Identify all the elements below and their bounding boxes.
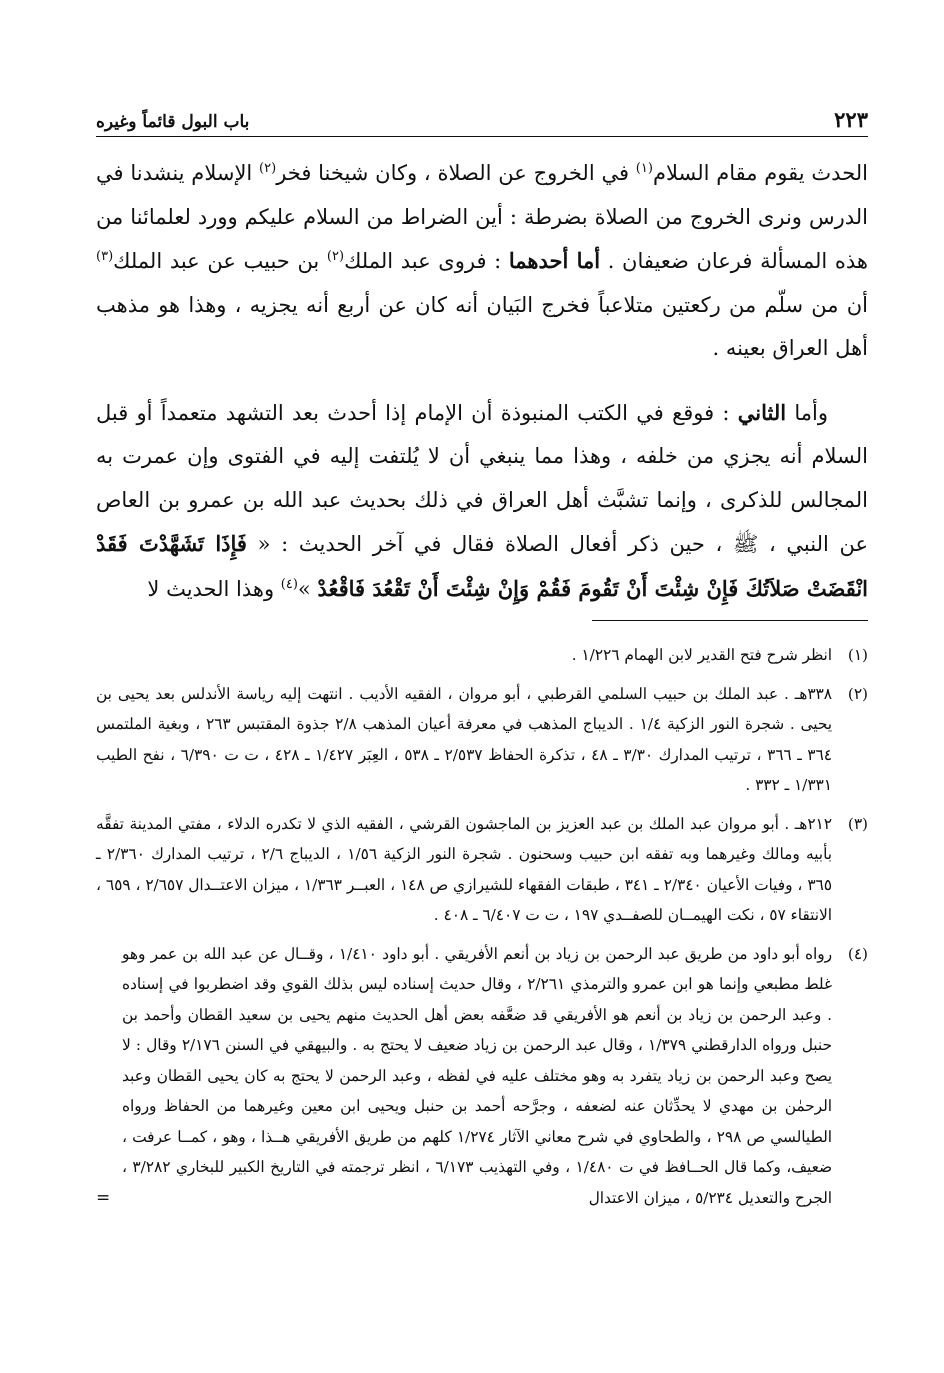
text-run: : فوقع في الكتب المنبوذة أن الإمام إذا أحدث بعد التشهد متعمداً أو قبل السلام أنه يجزي من خلفه ، وهذا مما ينبغي أن لا يُلتفت إليه في الفتوى وإن عمرت به المجالس للذكرى ، وإنما تشبَّث أهل العراق في ذلك بحديث عبد الله بن عمرو بن العاص عن النبي ، ﷺ ، حين ذكر أفعال الصلاة فقال في آخر الحديث : « [96,400,868,556]
text-run: الإسلام ينشدنا في الدرس ونرى الخروج من الصلاة بضرطة : أين الضراط من السلام عليكم وورد لعلمائنا من هذه المسألة فرعان ضعيفان . [96,161,868,273]
footnote [96,939,868,1214]
footnote-text: انظر شرح فتح القدير لابن الهمام ١/٢٢٦ . [571,646,832,664]
footnote-number: (٤) [847,944,868,963]
text-run: وأما [786,400,828,425]
footnote-ref[interactable]: (٢) [326,249,345,264]
footnote-text: ٢١٢هـ . أبو مروان عبد الملك بن عبد العزيز بن الماجشون القرشي ، الفقيه الذي لا تكدره الدلاء ، مفتي المدينة تفقَّه بأبيه ومالك وغيرهما وبه تفقه ابن حبيب وسحنون . شجرة النور الزكية ١/٥٦ ، الديباج ٢/٦ ، ترتيب المدارك ٢/٣٦٠ ـ ٣٦٥ ، وفيات الأعيان ٢/٣٤٠ ـ ٣٤١ ، طبقات الفقهاء للشيرازي ص ١٤٨ ، العبــر ١/٣٦٣ ، ميزان الاعتــدال ٢/٦٥٧ ، ٦٥٩ ، الانتقاء ٥٧ ، نكت الهيمــان للصفــدي ١٩٧ ، ت ت ٦/٤٠٧ ـ ٤٠٨ . [96,814,832,924]
footnote [96,679,868,801]
continuation-mark: = [96,1187,111,1208]
main-text [96,152,868,611]
page-header [96,100,868,137]
footnote [96,640,868,671]
footnote-ref[interactable]: (٤) [280,576,298,592]
footnote-ref[interactable]: (١) [635,161,653,176]
text-run: » [297,576,318,601]
footnote-number: (١) [847,646,868,664]
footnote-text: ٣٣٨هـ . عبد الملك بن حبيب السلمي القرطبي ، أبو مروان ، الفقيه الأديب . انتهت إليه رياسة الأندلس بعد يحيى بن يحيى . شجرة النور الزكية ١/٤ . الديباج المذهب في معرفة أعيان المذهب ٢/٨ جذوة المقتبس ٢٦٣ ، وبغية الملتمس ٣٦٤ ـ ٣٦٦ ، ترتيب المدارك ٣/٣٠ ـ ٤٨ ، تذكرة الحفاظ ٢/٥٣٧ ـ ٥٣٨ ، العِبَر ١/٤٢٧ ـ ٤٢٨ ، ت ت ٦/٣٩٠ ، نفح الطيب ١/٣٣١ ـ ٣٣٢ . [96,684,832,794]
text-run: بن حبيب عن عبد الملك [113,249,327,273]
text-run: الحدث يقوم مقام السلام [652,161,868,185]
text-run: : فروى عبد الملك [344,249,509,273]
footnote-ref[interactable]: (٢) [259,161,277,176]
text-run: وهذا الحديث لا [147,576,281,601]
footnote-separator [592,620,868,621]
footnote-text: رواه أبو داود من طريق عبد الرحمن بن زياد بن أنعم الأفريقي . أبو داود ١/٤١٠ ، وقــال عن عبد الله بن عمر وهو غلط مطبعي وإنما هو ابن عمرو والترمذي ٢/٢٦١ ، وقال حديث إسناده ليس بذلك القوي وقد اضطربوا في إسناده . وعبد الرحمن بن زياد بن أنعم هو الأفريقي قد ضعَّفه بعض أهل الحديث منهم يحيى بن سعيد القطان وأحمد بن حنبل ورواه الدارقطني ١/٣٧٩ ، وقال عبد الرحمن بن زياد ضعيف لا يحتج به . والبيهقي في السنن ٢/١٧٦ وقال : لا يصح وعبد الرحمن بن زياد يتفرد به وهو مختلف عليه في لفظه ، وعبد الرحمن لا يحتج به كان يحيى القطان وعبد الرحمٰن بن مهدي لا يحدِّثان عنه لضعفه ، وجرَّحه أحمد بن حنبل ويحيى ابن معين وغيرهما من الحفاظ ورواه الطيالسي ص ٢٩٨ ، والطحاوي في شرح معاني الآثار ١/٢٧٤ كلهم من طريق الأفريقي هــذا ، وهو ، كمــا عرفت ، ضعيف، وكما قال الحــافظ في ت ١/٤٨٠ ، وفي التهذيب ٦/١٧٣ ، انظر ترجمته في التاريخ الكبير للبخاري ٣/٢٨٢ ، الجرح والتعديل ٥/٢٣٤ ، ميزان الاعتدال [122,944,832,1207]
hadith-quote: فَإِذَا تَشَهَّدْتَ فَقَدْ انْقَضَتْ صَلاَتُكَ فَإِنْ شِئْتَ أَنْ تَقُومَ فَقُمْ وَإِنْ شِئْتَ أَنْ تَقْعُدَ فَاقْعُدْ [96,531,868,601]
bold-term: أما أحدهما [508,248,601,273]
bold-term: الثاني [737,399,787,425]
footnotes [96,640,868,1221]
running-title: باب البول قائماً وغيره [96,112,250,132]
paragraph-2 [96,391,868,612]
footnote-number: (٣) [847,814,868,833]
text-run: أن من سلّم من ركعتين متلاعباً فخرج البَيان أنه كان عن أربع أنه يجزيه ، وهذا هو مذهب أهل العراق بعينه . [96,292,868,360]
footnote-ref[interactable]: (٣) [96,249,114,264]
paragraph-1 [96,152,868,371]
text-run: في الخروج عن الصلاة ، وكان شيخنا فخر [276,161,636,185]
page-number: ٢٢٣ [834,107,868,132]
footnote-number: (٢) [847,684,868,703]
footnote [96,809,868,931]
